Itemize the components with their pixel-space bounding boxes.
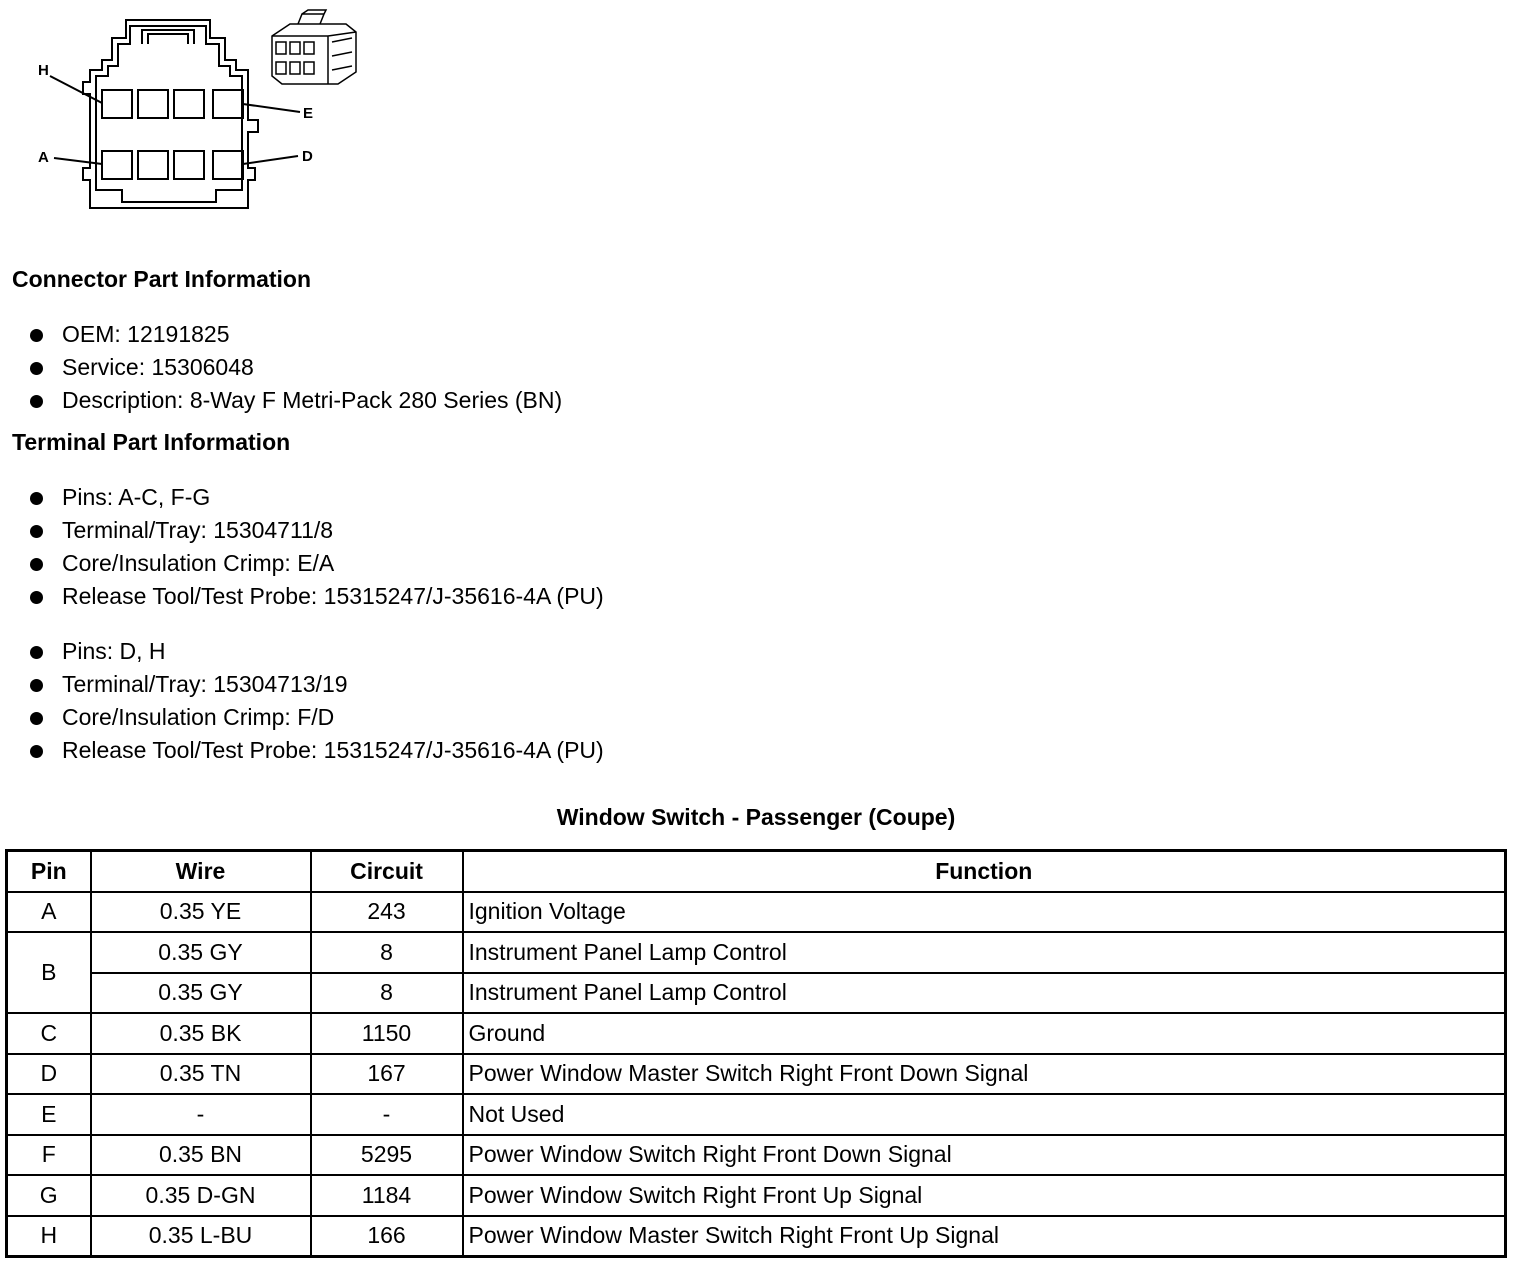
cavity-d [213,151,243,179]
list-item [28,547,604,580]
cell-pin: B [7,932,91,1013]
list-item [28,514,604,547]
list-item-text: Core/Insulation Crimp: E/A [62,550,335,576]
cell-pin: H [7,1216,91,1257]
list-item [28,701,604,734]
cell-pin: E [7,1094,91,1135]
table-row [7,1054,1506,1095]
cell-function: Power Window Master Switch Right Front Up Signal [463,1216,1506,1257]
cell-wire: - [91,1094,311,1135]
cell-circuit: 5295 [311,1135,463,1176]
cell-wire: 0.35 GY [91,932,311,973]
cell-function: Instrument Panel Lamp Control [463,973,1506,1014]
cell-wire: 0.35 L-BU [91,1216,311,1257]
cell-function: Ignition Voltage [463,892,1506,933]
connector-info-list [28,318,562,417]
cavity-h [102,90,132,118]
list-item [28,351,562,384]
cell-wire: 0.35 YE [91,892,311,933]
cell-circuit: 8 [311,932,463,973]
bullet-icon [30,646,43,659]
leader-h [50,76,102,103]
cavity-c [174,151,204,179]
list-item [28,318,562,351]
list-item-text: Description: 8-Way F Metri-Pack 280 Series (BN) [62,387,563,413]
cell-wire: 0.35 TN [91,1054,311,1095]
list-item-text: OEM: 12191825 [62,321,230,347]
connector-isometric-icon [268,8,360,88]
cell-pin: A [7,892,91,933]
cell-wire: 0.35 GY [91,973,311,1014]
list-item-text: Service: 15306048 [62,354,254,380]
cavity-f [174,90,204,118]
cell-wire: 0.35 BK [91,1013,311,1054]
list-item-text: Terminal/Tray: 15304713/19 [62,671,348,697]
table-row [7,1094,1506,1135]
cavity-e [213,90,243,118]
cell-function: Power Window Switch Right Front Up Signal [463,1175,1506,1216]
bullet-icon [30,745,43,758]
header-function: Function [463,851,1506,892]
cell-circuit: 8 [311,973,463,1014]
bullet-icon [30,395,43,408]
cell-function: Not Used [463,1094,1506,1135]
pin-label-h: H [38,62,49,79]
list-item [28,734,604,767]
list-item [28,668,604,701]
cell-circuit: 167 [311,1054,463,1095]
cell-function: Instrument Panel Lamp Control [463,932,1506,973]
pin-label-a: A [38,149,49,166]
list-item [28,481,604,514]
cell-circuit: 166 [311,1216,463,1257]
cell-function: Ground [463,1013,1506,1054]
list-item-text: Pins: A-C, F-G [62,484,211,510]
table-row [7,1216,1506,1257]
cavity-b [138,151,168,179]
bullet-icon [30,679,43,692]
terminal-part-info-heading: Terminal Part Information [12,429,291,455]
pin-label-e: E [303,105,314,122]
list-item-text: Core/Insulation Crimp: F/D [62,704,335,730]
leader-d [243,156,298,164]
cavity-a [102,151,132,179]
header-circuit: Circuit [311,851,463,892]
bullet-icon [30,591,43,604]
bullet-icon [30,492,43,505]
bullet-icon [30,525,43,538]
list-item-text: Release Tool/Test Probe: 15315247/J-35616-4A (PU) [62,737,604,763]
table-row [7,1135,1506,1176]
terminal-info-group-2 [28,635,604,767]
cell-circuit: 1150 [311,1013,463,1054]
cell-function: Power Window Master Switch Right Front Down Signal [463,1054,1506,1095]
list-item-text: Terminal/Tray: 15304711/8 [62,517,334,543]
connector-part-info-heading: Connector Part Information [12,266,312,292]
header-pin: Pin [7,851,91,892]
bullet-icon [30,329,43,342]
table-row [7,1013,1506,1054]
bullet-icon [30,712,43,725]
header-wire: Wire [91,851,311,892]
cell-circuit: 1184 [311,1175,463,1216]
cell-circuit: 243 [311,892,463,933]
table-row [7,932,1506,973]
cell-pin: C [7,1013,91,1054]
terminal-info-group-1 [28,481,604,613]
cell-wire: 0.35 BN [91,1135,311,1176]
list-item [28,635,604,668]
pinout-table [5,849,1507,1258]
table-row [7,892,1506,933]
cell-circuit: - [311,1094,463,1135]
table-title: Window Switch - Passenger (Coupe) [556,804,956,830]
table-row [7,973,1506,1014]
connector-latch [142,30,194,44]
pin-label-d: D [302,148,313,165]
list-item-text: Pins: D, H [62,638,166,664]
table-header-row [7,851,1506,892]
list-item [28,580,604,613]
cell-pin: G [7,1175,91,1216]
leader-e [243,104,300,112]
table-row [7,1175,1506,1216]
bullet-icon [30,558,43,571]
list-item-text: Release Tool/Test Probe: 15315247/J-35616-4A (PU) [62,583,604,609]
cell-pin: F [7,1135,91,1176]
cell-function: Power Window Switch Right Front Down Signal [463,1135,1506,1176]
cell-pin: D [7,1054,91,1095]
bullet-icon [30,362,43,375]
list-item [28,384,562,417]
cell-wire: 0.35 D-GN [91,1175,311,1216]
cavity-g [138,90,168,118]
leader-a [54,158,102,164]
